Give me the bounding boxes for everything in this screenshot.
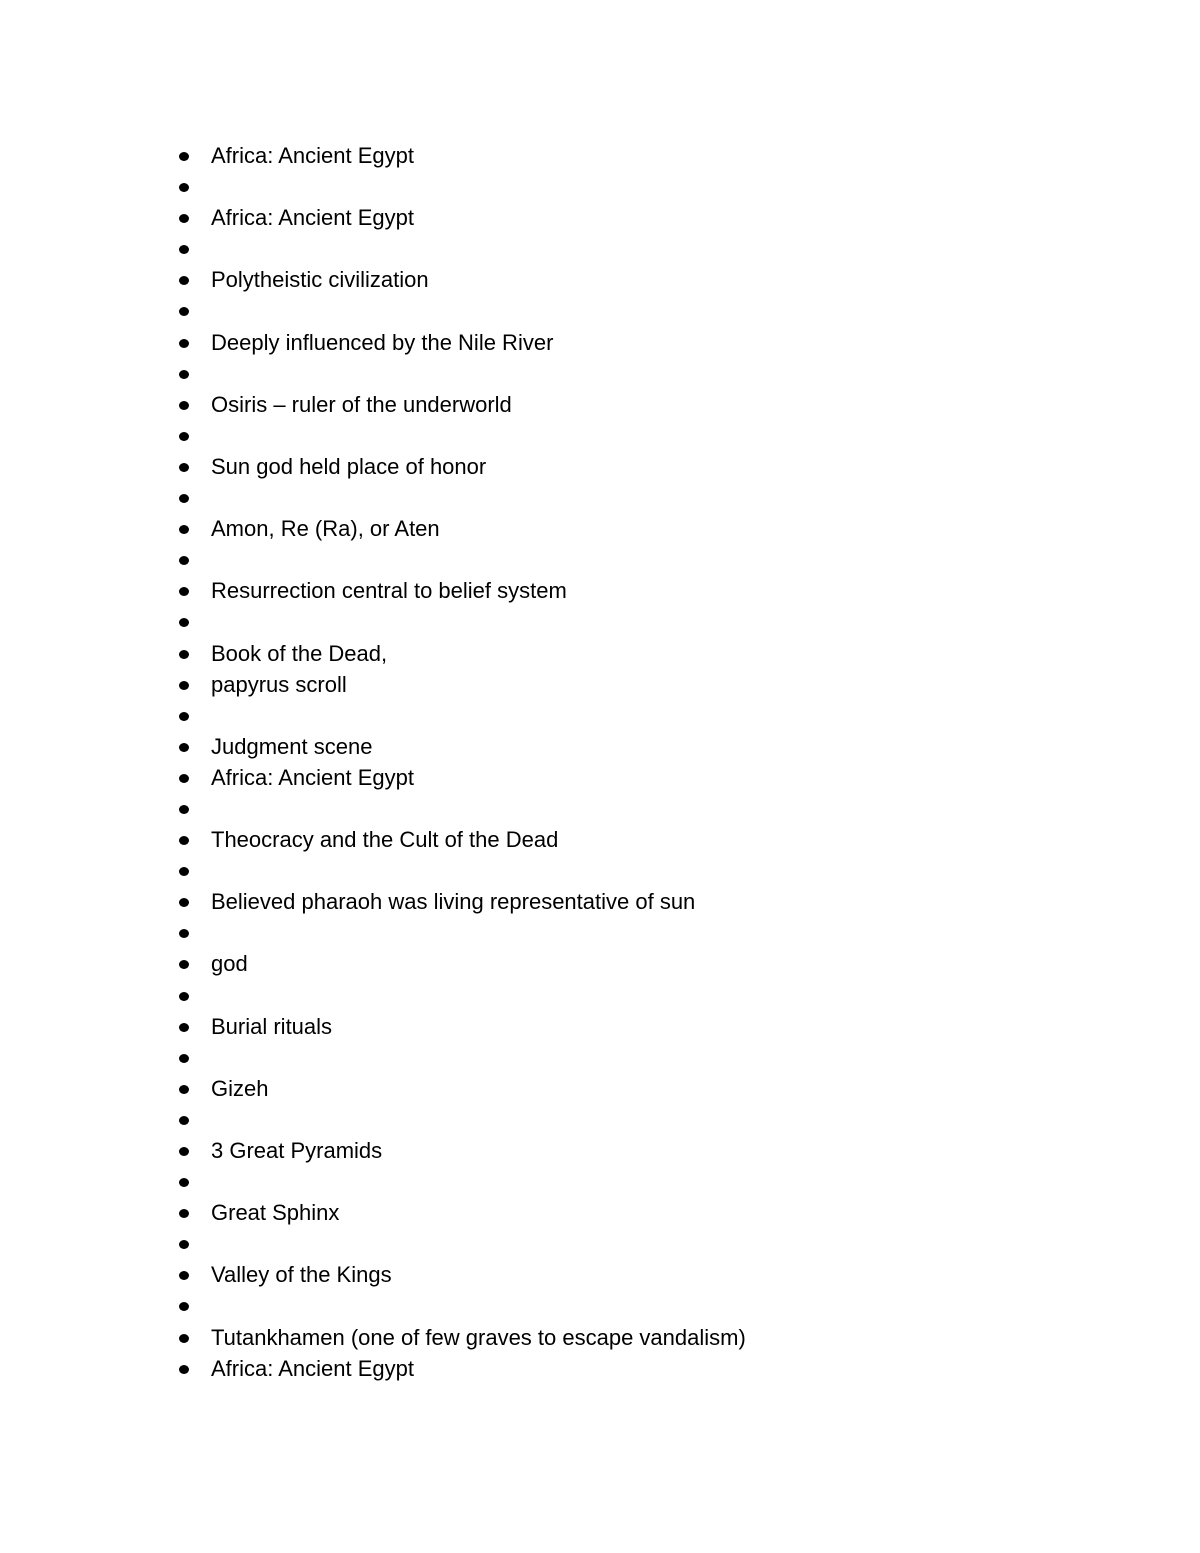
list-item-text: Africa: Ancient Egypt (211, 1355, 414, 1381)
list-item (176, 1353, 746, 1384)
bullet-icon (179, 1023, 189, 1032)
list-item (176, 1322, 746, 1353)
list-item (176, 264, 746, 295)
bullet-icon (179, 1116, 189, 1125)
list-item (176, 1166, 746, 1197)
list-item (176, 295, 746, 326)
list-item (176, 202, 746, 233)
bullet-icon (179, 152, 189, 161)
bullet-icon (179, 805, 189, 814)
bullet-icon (179, 1209, 189, 1218)
list-item-text: Judgment scene (211, 733, 373, 759)
list-item-text: Africa: Ancient Egypt (211, 764, 414, 790)
list-item (176, 700, 746, 731)
bullet-icon (179, 898, 189, 907)
bullet-icon (179, 1240, 189, 1249)
bullet-icon (179, 276, 189, 285)
bullet-icon (179, 339, 189, 348)
list-item-text: Polytheistic civilization (211, 267, 429, 293)
bullet-icon (179, 992, 189, 1001)
list-item (176, 358, 746, 389)
list-item (176, 1135, 746, 1166)
list-item (176, 1259, 746, 1290)
list-item-text: Amon, Re (Ra), or Aten (211, 516, 440, 542)
list-item (176, 980, 746, 1011)
bullet-icon (179, 1271, 189, 1280)
list-item (176, 482, 746, 513)
bullet-icon (179, 587, 189, 596)
list-item-text: Gizeh (211, 1075, 269, 1101)
list-item (176, 793, 746, 824)
list-item (176, 917, 746, 948)
list-item-text: papyrus scroll (211, 671, 347, 697)
bullet-icon (179, 960, 189, 969)
list-item (176, 731, 746, 762)
list-item-text: Osiris – ruler of the underworld (211, 391, 512, 417)
list-item-text: Tutankhamen (one of few graves to escape vandalism) (211, 1324, 746, 1350)
list-item (176, 1042, 746, 1073)
list-item-text: Theocracy and the Cult of the Dead (211, 827, 559, 853)
list-item (176, 1228, 746, 1259)
bullet-icon (179, 1085, 189, 1094)
list-item-text: god (211, 951, 248, 977)
list-item-text: Africa: Ancient Egypt (211, 143, 414, 168)
bullet-icon (179, 525, 189, 534)
bullet-icon (179, 618, 189, 627)
list-item (176, 513, 746, 544)
bullet-icon (179, 743, 189, 752)
list-item (176, 327, 746, 358)
list-item-text: Valley of the Kings (211, 1262, 392, 1288)
list-item-text: Africa: Ancient Egypt (211, 205, 414, 231)
list-item-text: Book of the Dead, (211, 640, 388, 666)
list-item (176, 669, 746, 700)
list-item (176, 1197, 746, 1228)
list-item-text: Believed pharaoh was living representative of sun (211, 889, 696, 915)
bullet-icon (179, 774, 189, 783)
list-item (176, 140, 746, 171)
list-item (176, 420, 746, 451)
bullet-icon (179, 214, 189, 223)
bullet-icon (179, 836, 189, 845)
list-item (176, 855, 746, 886)
list-item-text: Resurrection central to belief system (211, 578, 567, 604)
list-item (176, 1290, 746, 1321)
bullet-icon (179, 1365, 189, 1374)
bullet-icon (179, 1334, 189, 1343)
list-item-text: Deeply influenced by the Nile River (211, 329, 554, 355)
bullet-icon (179, 401, 189, 410)
bullet-icon (179, 712, 189, 721)
list-item (176, 824, 746, 855)
list-item (176, 638, 746, 669)
list-item (176, 606, 746, 637)
list-item (176, 451, 746, 482)
bullet-icon (179, 463, 189, 472)
list-item (176, 171, 746, 202)
bullet-icon (179, 650, 189, 659)
list-item (176, 1104, 746, 1135)
bullet-icon (179, 1054, 189, 1063)
list-item (176, 948, 746, 979)
list-item (176, 544, 746, 575)
list-item (176, 233, 746, 264)
list-item-text: Sun god held place of honor (211, 453, 487, 479)
list-item (176, 575, 746, 606)
list-item-text: 3 Great Pyramids (211, 1138, 383, 1163)
bullet-icon (179, 1302, 189, 1311)
bullet-icon (179, 307, 189, 316)
bullet-icon (179, 556, 189, 565)
bullet-icon (179, 432, 189, 441)
bullet-icon (179, 183, 189, 192)
bullet-icon (179, 245, 189, 254)
list-item (176, 1011, 746, 1042)
list-item (176, 389, 746, 420)
bullet-icon (179, 1178, 189, 1187)
list-item-text: Great Sphinx (211, 1200, 340, 1226)
bullet-icon (179, 494, 189, 503)
list-item (176, 762, 746, 793)
bullet-icon (179, 867, 189, 876)
bullet-list (176, 140, 746, 1384)
list-item-text: Burial rituals (211, 1013, 333, 1039)
bullet-icon (179, 1147, 189, 1156)
bullet-icon (179, 681, 189, 690)
bullet-icon (179, 370, 189, 379)
list-item (176, 1073, 746, 1104)
list-item (176, 886, 746, 917)
bullet-icon (179, 929, 189, 938)
